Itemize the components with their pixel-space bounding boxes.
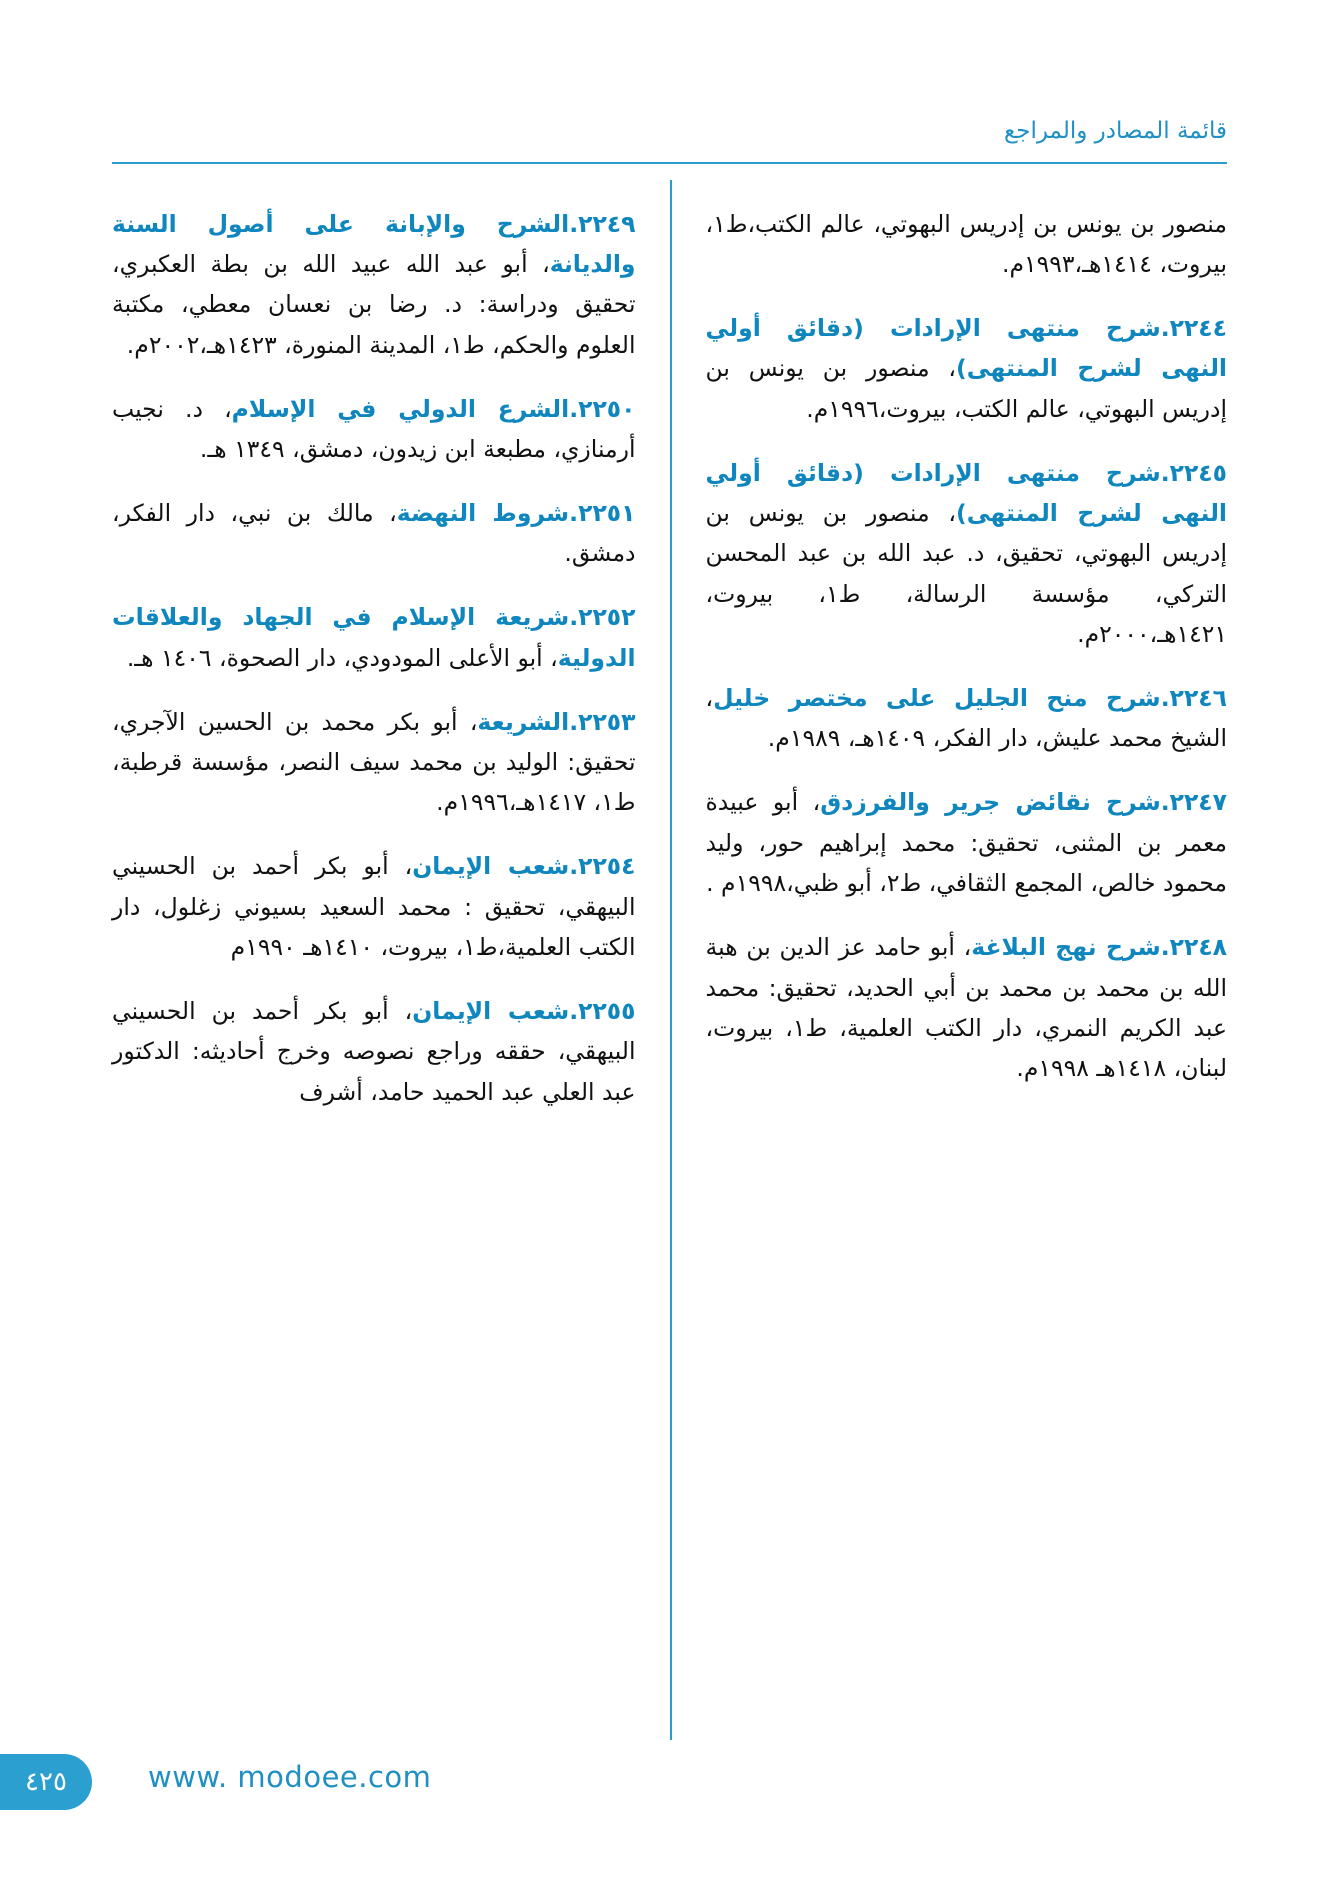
entry-title: شعب الإيمان [412,997,570,1025]
bibliography-entry [706,204,1228,285]
entry-number: ٢٢٤٦. [1160,684,1227,713]
bibliography-entry [706,678,1228,759]
entry-details: منصور بن يونس بن إدريس البهوتي، عالم الكتب،ط١، بيروت، ١٤١٤هـ،١٩٩٣م. [705,209,1227,278]
entry-title: شرح نقائض جرير والفرزدق [820,788,1161,817]
bibliography-entry [112,702,636,823]
page-footer [0,1754,1339,1824]
entry-details: ، أبو بكر أحمد بن الحسيني البيهقي، تحقيق : محمد السعيد بسيوني زغلول، دار الكتب العلمية،ط١، بيروت، ١٤١٠هـ ١٩٩٠م [112,852,636,962]
bibliography-entry [706,308,1228,429]
entry-details: ، أبو الأعلى المودودي، دار الصحوة، ١٤٠٦ هـ. [126,643,558,672]
column-left [112,180,670,1740]
header-divider [112,162,1227,164]
bibliography-entry [706,782,1228,903]
bibliography-entry [112,597,636,678]
bibliography-entry [112,204,636,366]
entry-details: ، أبو عبيدة معمر بن المثنى، تحقيق: محمد إبراهيم حور، وليد محمود خالص، المجمع الثقافي، ط٢، أبو ظبي،١٩٩٨م . [705,788,1227,898]
entry-number: ٢٢٤٤. [1160,313,1227,342]
entry-title: الشرع الدولي في الإسلام [231,394,570,423]
entry-details: ، الشيخ محمد عليش، دار الفكر، ١٤٠٩هـ، ١٩٨٩م. [705,684,1227,753]
entry-title: شريعة الإسلام في الجهاد والعلاقات الدولية [112,603,636,672]
entry-number: ٢٢٤٥. [1160,458,1227,487]
entry-number: ٢٢٤٧. [1160,788,1227,817]
entry-number: ٢٢٥٣. [569,707,636,736]
entry-number: ٢٢٥٤. [569,852,636,881]
entry-number: ٢٢٥٠. [569,394,636,423]
entry-title: شرح نهج البلاغة [971,933,1161,962]
entry-number: ٢٢٤٩. [569,209,636,238]
page-header [112,118,1227,164]
entry-details: ، منصور بن يونس بن إدريس البهوتي، تحقيق، د. عبد الله بن عبد المحسن التركي، مؤسسة الرسالة، ط١، بيروت، ١٤٢١هـ،٢٠٠٠م. [705,498,1227,649]
entry-number: ٢٢٥٥. [569,997,636,1025]
entry-details: ، أبو عبد الله عبيد الله بن بطة العكبري، تحقيق ودراسة: د. رضا بن نعسان معطي، مكتبة العلوم والحكم، ط١، المدينة المنورة، ١٤٢٣هـ،٢٠٠٢م. [112,249,636,359]
bibliography-columns [112,180,1227,1740]
entry-title: شرح منتهى الإرادات (دقائق أولي النهى لشرح المنتهى) [705,313,1227,383]
page-number: ٤٢٥ [25,1767,67,1797]
bibliography-entry [706,927,1228,1089]
bibliography-entry [112,991,636,1112]
entry-title: الشريعة [477,707,570,736]
entry-details: ، أبو بكر أحمد بن الحسيني البيهقي، حققه وراجع نصوصه وخرج أحاديثه: الدكتور عبد العلي عبد الحميد حامد، أشرف [112,997,636,1106]
page-number-tab [0,1754,92,1810]
entry-title: الشرح والإبانة على أصول السنة والديانة [112,209,636,278]
entry-number: ٢٢٤٨. [1160,933,1228,962]
bibliography-entry [112,389,636,470]
entry-title: شرح منتهى الإرادات (دقائق أولي النهى لشرح المنتهى) [705,458,1227,527]
entry-details: ، منصور بن يونس بن إدريس البهوتي، عالم الكتب، بيروت،١٩٩٦م. [705,354,1227,423]
entry-details: ، أبو بكر محمد بن الحسين الآجري، تحقيق: الوليد بن محمد سيف النصر، مؤسسة قرطبة، ط١، ١٤١٧هـ،١٩٩٦م. [112,707,636,817]
column-right [670,180,1228,1740]
website-link[interactable]: www. modoee.com [148,1760,432,1794]
entry-title: شعب الإيمان [412,852,570,881]
entry-details: ، مالك بن نبي، دار الفكر، دمشق. [112,498,636,568]
entry-details: ، أبو حامد عز الدين بن هبة الله بن محمد بن محمد بن أبي الحديد، تحقيق: محمد عبد الكريم النمري، دار الكتب العلمية، ط١، بيروت، لبنان، ١٤١٨هـ ١٩٩٨م. [705,933,1227,1083]
bibliography-entry [112,846,636,967]
bibliography-entry [112,493,636,574]
entry-title: شرح منح الجليل على مختصر خليل [713,684,1161,713]
entry-number: ٢٢٥٢. [569,603,636,632]
entry-number: ٢٢٥١. [569,498,636,527]
entry-title: شروط النهضة [396,498,570,527]
entry-details: ، د. نجيب أرمنازي، مطبعة ابن زيدون، دمشق، ١٣٤٩ هـ. [112,394,636,464]
header-title: قائمة المصادر والمراجع [1004,118,1227,144]
bibliography-entry [706,453,1228,655]
